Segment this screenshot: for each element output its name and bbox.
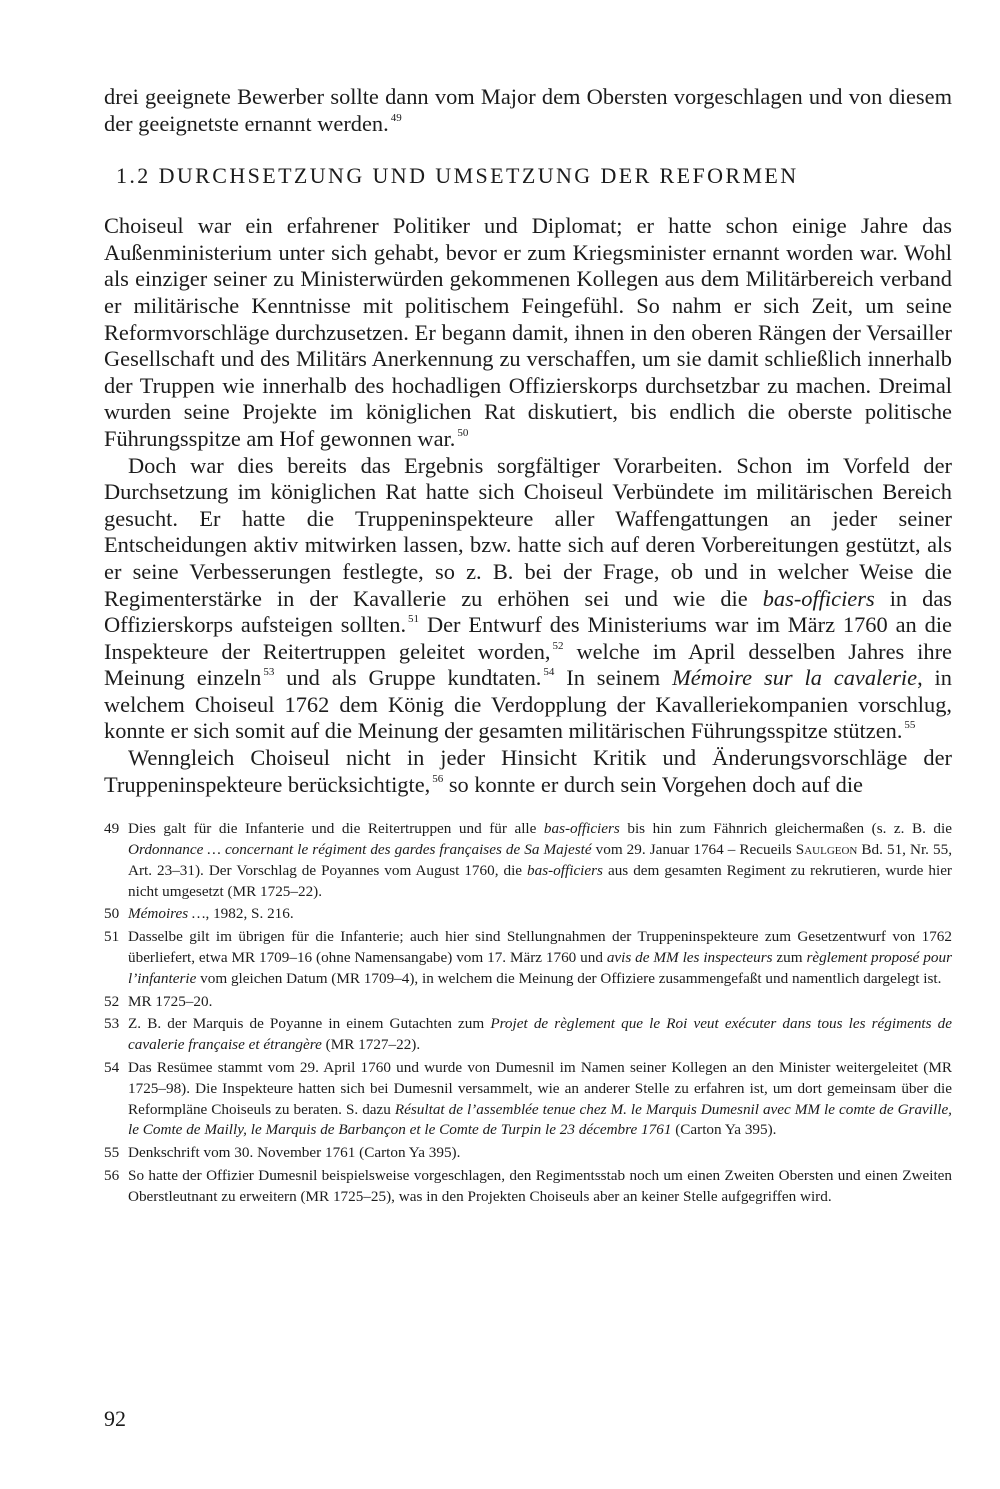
page-number: 92 (104, 1406, 126, 1431)
italic-term: bas-officiers (762, 585, 875, 611)
footnote (104, 819, 952, 902)
footnote-number: 52 (104, 992, 120, 1010)
footnote-text: Dies galt für die Infanterie und die Reitertruppen und für alle bas-officiers bis hin zum Fähnrich gleichermaßen (s. z. B. die Ordonnance … concernant le régiment des gardes françaises de Sa Majesté vom 29. Januar 1764 – Recueils Saulgeon Bd. 51, Nr. 55, Art. 23–31). Der Vorschlag de Poyannes vom August 1760, die bas-officiers aus dem gesamten Regiment zu rekrutieren, wurde hier nicht umgesetzt (MR 1725–22). (128, 820, 953, 900)
footnote-number: 54 (104, 1059, 120, 1077)
paragraph: Doch war dies bereits das Ergebnis sorgfältiger Vorarbeiten. Schon im Vorfeld der Durchsetzung im königlichen Rat hatte sich Choiseul Verbündete im militärischen Bereich gesucht. Er hatte die Truppeninspekteure aller Waffengattungen an jeder seiner Entscheidungen aktiv mitwirken lassen, bzw. hatte sich auf deren Vorbereitungen gestützt, als er seine Verbesserungen festlegte, so z. B. bei der Frage, ob und in welcher Weise die Regimenterstärke in der Kavallerie zu erhöhen sei und wie die bas-officiers in das Offizierskorps aufsteigen sollten. $^{51}$ Der Entwurf des Ministeriums war im März 1760 an die Inspekteure der Reitertruppen geleitet worden, $^{52}$ welche im April desselben Jahres ihre Meinung einzeln $^{53}$ und als Gruppe kundtaten. $^{54}$ In seinem Mémoire sur la cavalerie, in welchem Choiseul 1762 dem König die Verdopplung der Kavalleriekompanien vorschlug, konnte er sich somit auf die Meinung der gesamten militärischen Führungsspitze stützen. $^{55}$ (104, 452, 952, 744)
footnote-number: 49 (104, 820, 120, 838)
footnote-ref[interactable]: 54 (543, 666, 555, 679)
footnote-ref[interactable]: 51 (408, 613, 420, 626)
footnote-ref[interactable]: 50 (457, 426, 469, 439)
footnote-number: 55 (104, 1144, 120, 1162)
opening-paragraph: drei geeignete Bewerber sollte dann vom Major dem Obersten vorgeschlagen und von diesem der geeignetste ernannt werden. $^{49}$ (104, 84, 952, 136)
footnote (104, 992, 952, 1013)
footnote (104, 1166, 952, 1208)
footnote (104, 1058, 952, 1141)
footnote (104, 904, 952, 925)
footnote-ref[interactable]: 55 (904, 719, 916, 732)
footnote (104, 927, 952, 989)
footnote-number: 53 (104, 1015, 120, 1033)
footnote-ref[interactable]: 52 (552, 639, 564, 652)
footnote-ref[interactable]: 49 (390, 111, 402, 124)
footnote-text: Mémoires …, 1982, S. 216. (128, 905, 294, 923)
footnote-text: Dasselbe gilt im übrigen für die Infanterie; auch hier sind Stellungnahmen der Truppeninspekteure zum Gesetzentwurf von 1762 überliefert, etwa MR 1709–16 (ohne Namensangabe) vom 17. März 1760 und avis de MM les inspecteurs zum règlement proposé pour l’infanterie vom gleichen Datum (MR 1709–4), in welchem die Meinung der Offiziere zusammengefaßt und namentlich dargelegt ist. (128, 928, 952, 987)
page-content (104, 84, 952, 1210)
footnote (104, 1143, 952, 1164)
footnote (104, 1014, 952, 1056)
italic-title: Mémoire sur la cavalerie (672, 665, 918, 691)
footnote-text: Denkschrift vom 30. November 1761 (Carton Ya 395). (128, 1144, 461, 1162)
footnote-text: Das Resümee stammt vom 29. April 1760 und wurde von Dumesnil im Namen seiner Kollegen an den Minister weitergeleitet (MR 1725–98). Die Inspekteure hatten sich bei Dumesnil versammelt, wie an anderer Stelle zu erfahren ist, um dort gemeinsam über die Reformpläne Choiseuls zu beraten. S. dazu Résultat de l’assemblée tenue chez M. le Marquis Dumesnil avec MM le comte de Graville, le Comte de Mailly, le Marquis de Barbançon et le Comte de Turpin le 23 décembre 1761 (Carton Ya 395). (128, 1059, 952, 1139)
footnote-number: 51 (104, 928, 120, 946)
paragraph: Choiseul war ein erfahrener Politiker und Diplomat; er hatte schon einige Jahre das Außenministerium unter sich gehabt, bevor er zum Kriegsminister ernannt worden war. Wohl als einziger seiner zu Ministerwürden gekommenen Kollegen aus dem Militärbereich verband er militärische Kenntnisse mit politischem Feingefühl. So nahm er sich Zeit, um seine Reformvorschläge durchzusetzen. Er begann damit, ihnen in den oberen Rängen der Versailler Gesellschaft und des Militärs Anerkennung zu verschaffen, um sie damit schließlich innerhalb der Truppen wie innerhalb des hochadligen Offizierskorps durchsetzbar zu machen. Dreimal wurden seine Projekte im königlichen Rat diskutiert, bis endlich die oberste politische Führungsspitze am Hof gewonnen war. $^{50}$ (104, 213, 952, 451)
footnote-ref[interactable]: 56 (432, 772, 444, 785)
paragraph: Wenngleich Choiseul nicht in jeder Hinsicht Kritik und Änderungsvorschläge der Truppeninspekteure berücksichtigte, $^{56}$ so konnte er durch sein Vorgehen doch auf die (104, 745, 952, 797)
footnote-text: MR 1725–20. (128, 992, 213, 1010)
footnote-text: So hatte der Offizier Dumesnil beispielsweise vorgeschlagen, den Regimentsstab noch um einen Zweiten Obersten und einen Zweiten Oberstleutnant zu erweitern (MR 1725–25), was in den Projekten Choiseuls aber an keiner Stelle aufgegriffen wird. (128, 1167, 952, 1205)
footnote-number: 50 (104, 905, 120, 923)
footnote-number: 56 (104, 1167, 120, 1184)
footnote-ref[interactable]: 53 (263, 666, 275, 679)
footnotes (104, 819, 952, 1207)
section-heading: 1.2 DURCHSETZUNG UND UMSETZUNG DER REFORMEN (116, 163, 799, 189)
footnote-text: Z. B. der Marquis de Poyanne in einem Gutachten zum Projet de règlement que le Roi veut exécuter dans tous les régiments de cavalerie française et étrangère (MR 1727–22). (128, 1015, 952, 1054)
